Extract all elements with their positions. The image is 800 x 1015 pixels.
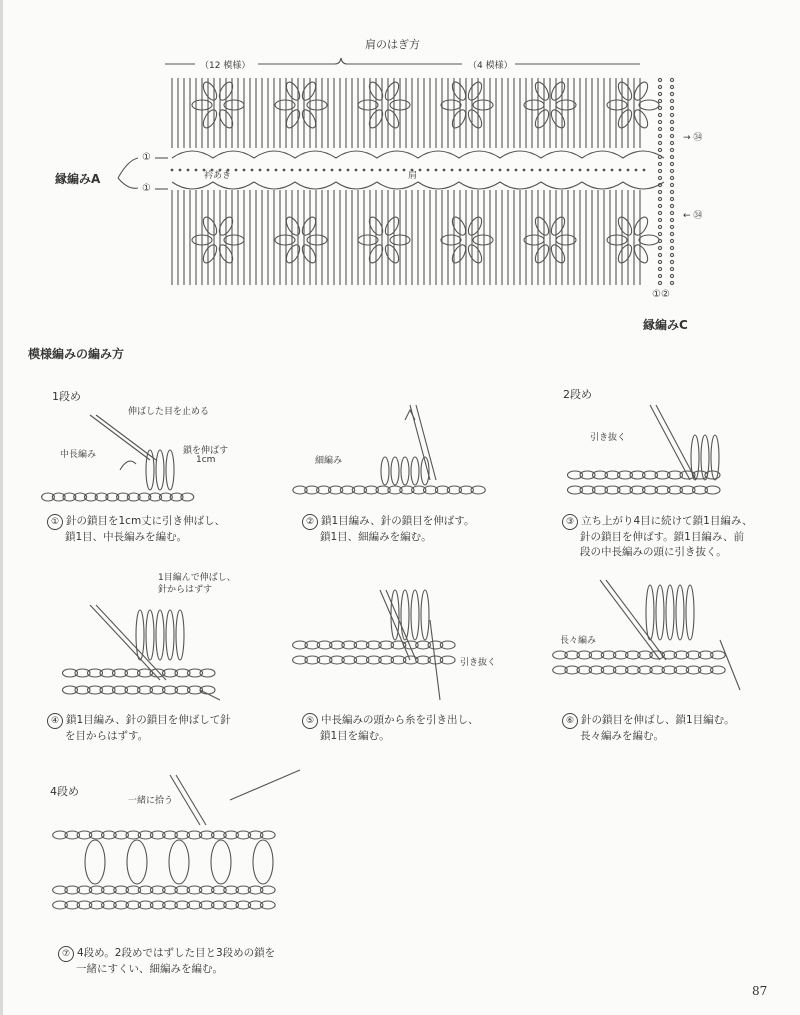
step-1-caption: ① 針の鎖目を1cm丈に引き伸ばし、 鎖1目、中長編みを編む。	[47, 514, 225, 545]
step-4-caption: ④ 鎖1目編み、針の鎖目を伸ばして針 を目からはずす。	[47, 713, 231, 744]
row-34-arrow-bottom: ← ㉞	[683, 211, 703, 221]
step1-label-1cm: 1cm	[196, 455, 216, 465]
chart-title: 肩のはぎ方	[365, 38, 420, 51]
step-7-caption: ⑦ 4段め。2段めではずした目と3段めの鎖を 一緒にすくい、細編みを編む。	[58, 946, 275, 977]
row-2-heading: 2段め	[563, 388, 592, 401]
repeat-left-label: （12 模様）	[200, 61, 251, 71]
row-mark-edge-c: ①②	[652, 289, 670, 300]
page-number: 87	[752, 984, 768, 998]
row-4-heading: 4段め	[50, 785, 79, 798]
step3-label-slip: 引き抜く	[590, 433, 627, 443]
step1-label-stop: 伸ばした目を止める	[128, 407, 210, 417]
row-34-arrow-top: → ㉞	[683, 133, 703, 143]
step1-label-hdc: 中長編み	[60, 450, 97, 460]
row-mark-bottom: ①	[142, 183, 151, 194]
step-6-caption: ⑥ 針の鎖目を伸ばし、鎖1目編む。 長々編みを編む。	[562, 713, 735, 744]
step-2-caption: ② 鎖1目編み、針の鎖目を伸ばす。 鎖1目、細編みを編む。	[302, 514, 474, 545]
step-3-caption: ③ 立ち上がり4目に続けて鎖1目編み、 針の鎖目を伸ばす。鎖1目編み、前 段の中長編みの頭に引き抜く。	[562, 514, 753, 560]
shoulder-label: 肩	[408, 171, 418, 181]
step7-label-together: 一緒に拾う	[128, 796, 174, 806]
edge-a-label: 縁編みA	[55, 172, 101, 186]
step1-label-stretch: 鎖を伸ばす	[183, 446, 229, 456]
row-mark-top: ①	[142, 152, 151, 163]
step-5-caption: ⑤ 中長編みの頭から糸を引き出し、 鎖1目を編む。	[302, 713, 479, 744]
repeat-right-label: （4 模様）	[468, 61, 513, 71]
row-1-heading: 1段め	[52, 390, 81, 403]
step6-label-dtr: 長々編み	[560, 636, 597, 646]
step5-label-slip: 引き抜く	[460, 658, 497, 668]
neck-opening-label: 衿あき	[204, 171, 232, 181]
edge-c-label: 縁編みC	[643, 318, 688, 332]
step4-label-b: 針からはずす	[158, 585, 213, 595]
step4-label-a: 1目編んで伸ばし、	[158, 573, 236, 583]
step2-label-sc: 細編み	[315, 456, 343, 466]
section-title: 模様編みの編み方	[28, 347, 125, 361]
